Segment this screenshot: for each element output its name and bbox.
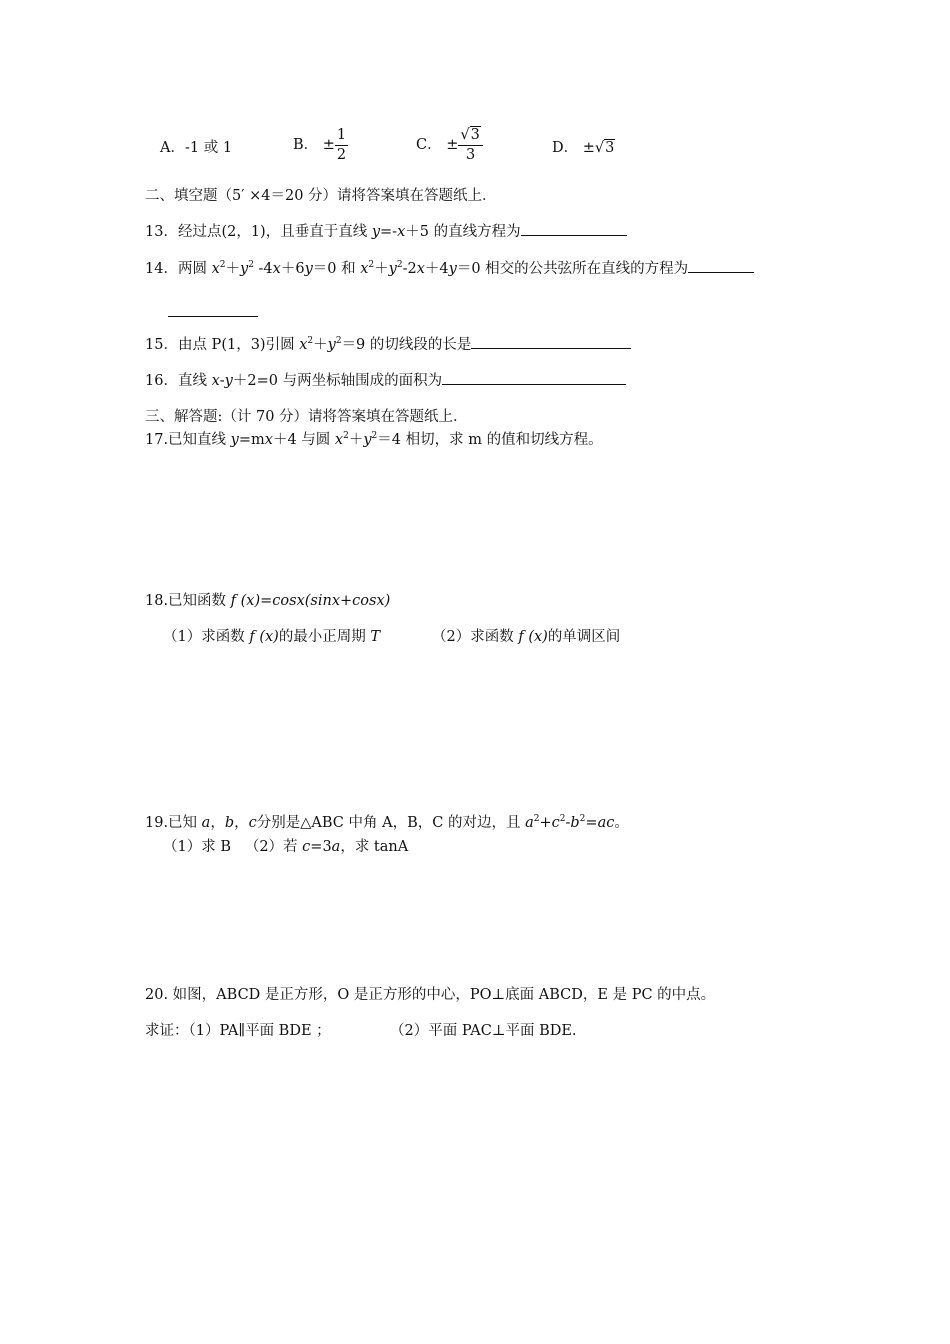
q14-text: ＋6 [280, 261, 305, 277]
numerator [458, 128, 482, 146]
var-a: a [525, 815, 534, 831]
var-y: y [363, 432, 372, 448]
q19-part-1: （1）求 B [163, 839, 231, 855]
var-c: c [248, 815, 257, 831]
choice-letter: C． [416, 137, 442, 153]
plus-minus: ± [582, 140, 595, 156]
q17-text: ＋ [348, 432, 364, 448]
question-18 [145, 591, 390, 611]
q16-text: - [219, 373, 225, 389]
var-y: y [327, 337, 336, 353]
function-name: f (x) [518, 629, 548, 645]
question-19-parts [163, 837, 408, 857]
denominator: 2 [336, 146, 347, 163]
exponent: 2 [396, 260, 403, 271]
answer-blank[interactable] [168, 302, 258, 317]
choice-text: -1 或 1 [184, 140, 233, 156]
plus-minus: ± [446, 137, 459, 153]
q15-text: ＝9 的切线段的长是 [341, 337, 472, 353]
choice-letter: B． [293, 137, 319, 153]
exponent: 2 [368, 260, 375, 271]
function-expression: f (x)=cosx(sinx+cosx) [230, 593, 391, 609]
var-y: y [230, 432, 239, 448]
q14-text: ＝0 相交的公共弦所在直线的方程为 [456, 261, 689, 277]
q18-text: （2）求函数 [432, 629, 519, 645]
q14-text: 14．两圆 [145, 261, 212, 277]
var-y: y [448, 261, 457, 277]
var-T: T [370, 629, 381, 645]
q19-text: 分别是△ABC 中角 A，B，C 的对边，且 [256, 815, 526, 831]
question-20-part-2: （2）平面 PAC⊥平面 BDE. [390, 1023, 577, 1039]
q14-text: -2 [402, 261, 417, 277]
q19-text: ，求 tanA [340, 839, 409, 855]
exponent: 2 [335, 336, 342, 347]
exponent: 2 [579, 814, 586, 825]
q16-text: ＋2=0 与两坐标轴围成的面积为 [232, 373, 443, 389]
exponent: 2 [343, 431, 349, 442]
question-17 [145, 430, 603, 450]
q19-text: （2）若 [244, 839, 303, 855]
question-14-continuation [168, 302, 258, 323]
section-3-title: 三、解答题:（计 70 分）请将答案填在答题纸上． [145, 409, 468, 425]
q17-text: ＝4 相切，求 m 的值和切线方程。 [377, 432, 603, 448]
q14-text: -4 [253, 261, 273, 277]
q19-text: ， [210, 815, 225, 831]
var-y: y [371, 224, 381, 240]
q13-text: 13．经过点(2，1)，且垂直于直线 [145, 224, 372, 240]
exponent: 2 [559, 814, 566, 825]
q20-part-1: （1）PA∥平面 BDE ； [188, 1023, 331, 1039]
var-x: x [334, 432, 344, 448]
function-name: f (x) [249, 629, 279, 645]
q15-text: ＋ [313, 337, 328, 353]
q16-text: 16．直线 [145, 373, 212, 389]
var-a: a [201, 815, 211, 831]
q17-text: ＋4 与圆 [272, 432, 335, 448]
var-y: y [388, 261, 397, 277]
radicand: 3 [605, 140, 615, 156]
var-y: y [239, 261, 249, 277]
question-19 [145, 813, 629, 833]
q14-text: ＋4 [424, 261, 449, 277]
q19-text: 。 [614, 815, 629, 831]
q19-text: 19.已知 [145, 815, 202, 831]
var-ac: ac [597, 815, 615, 831]
fraction [458, 128, 482, 162]
sqrt: √3 [460, 127, 480, 143]
choice-b [293, 128, 348, 162]
answer-blank[interactable] [521, 221, 627, 236]
var-y: y [304, 261, 313, 277]
q18-text: 的最小正周期 [278, 629, 371, 645]
exponent: 2 [371, 431, 378, 442]
question-18-part-2 [432, 627, 620, 647]
q18-text: 18.已知函数 [145, 593, 231, 609]
answer-blank[interactable] [442, 370, 626, 385]
answer-blank[interactable] [688, 258, 754, 273]
exponent: 2 [307, 336, 314, 347]
var-c: c [302, 839, 311, 855]
var-a: a [331, 839, 341, 855]
prove-label: 求证： [145, 1023, 189, 1039]
exponent: 2 [248, 260, 254, 271]
exponent: 2 [533, 814, 540, 825]
q19-text: = [585, 815, 598, 831]
q13-text: =- [380, 224, 398, 240]
var-x: x [416, 261, 425, 277]
q13-text: ＋5 的直线方程为 [405, 224, 521, 240]
question-20-prove [145, 1021, 331, 1041]
question-20: 20. 如图，ABCD 是正方形，O 是正方形的中心，PO⊥底面 ABCD，E 是 PC 的中点。 [145, 987, 716, 1003]
q17-text: =m [238, 432, 265, 448]
question-16 [145, 370, 626, 391]
q14-text: ＝0 和 [312, 261, 361, 277]
choice-a [160, 138, 232, 158]
section-2-title: 二、填空题（5′ ×4＝20 分）请将答案填在答题纸上． [145, 188, 497, 204]
q15-text: 15．由点 P(1，3)引圆 [145, 337, 300, 353]
var-x: x [360, 261, 369, 277]
plus-minus: ± [322, 137, 335, 153]
choice-c [416, 128, 483, 162]
var-x: x [272, 261, 281, 277]
choice-d [552, 138, 615, 158]
q17-text: 17.已知直线 [145, 432, 231, 448]
q14-text: ＋ [225, 261, 240, 277]
q19-text: =3 [310, 839, 332, 855]
var-x: x [264, 432, 273, 448]
question-13 [145, 221, 627, 242]
q19-text: ， [234, 815, 249, 831]
var-x: x [397, 224, 406, 240]
var-x: x [299, 337, 308, 353]
question-14 [145, 258, 754, 279]
sqrt: √3 [594, 140, 615, 156]
choice-letter: A． [160, 140, 185, 156]
q14-text: ＋ [374, 261, 389, 277]
var-b: b [570, 815, 580, 831]
choice-letter: D． [552, 140, 579, 156]
q19-text: + [539, 815, 552, 831]
var-b: b [224, 815, 235, 831]
answer-blank[interactable] [471, 334, 631, 349]
question-15 [145, 334, 631, 355]
exponent: 2 [219, 260, 226, 271]
var-x: x [211, 261, 220, 277]
numerator: 1 [335, 128, 348, 146]
q18-text: 的单调区间 [547, 629, 621, 645]
var-x: x [211, 373, 220, 389]
question-18-part-1 [163, 627, 380, 647]
fraction [335, 128, 348, 162]
denominator: 3 [466, 146, 476, 163]
var-c: c [551, 815, 560, 831]
q18-text: （1）求函数 [163, 629, 250, 645]
var-y: y [224, 373, 233, 389]
q19-text: - [565, 815, 571, 831]
radicand: 3 [470, 127, 480, 143]
